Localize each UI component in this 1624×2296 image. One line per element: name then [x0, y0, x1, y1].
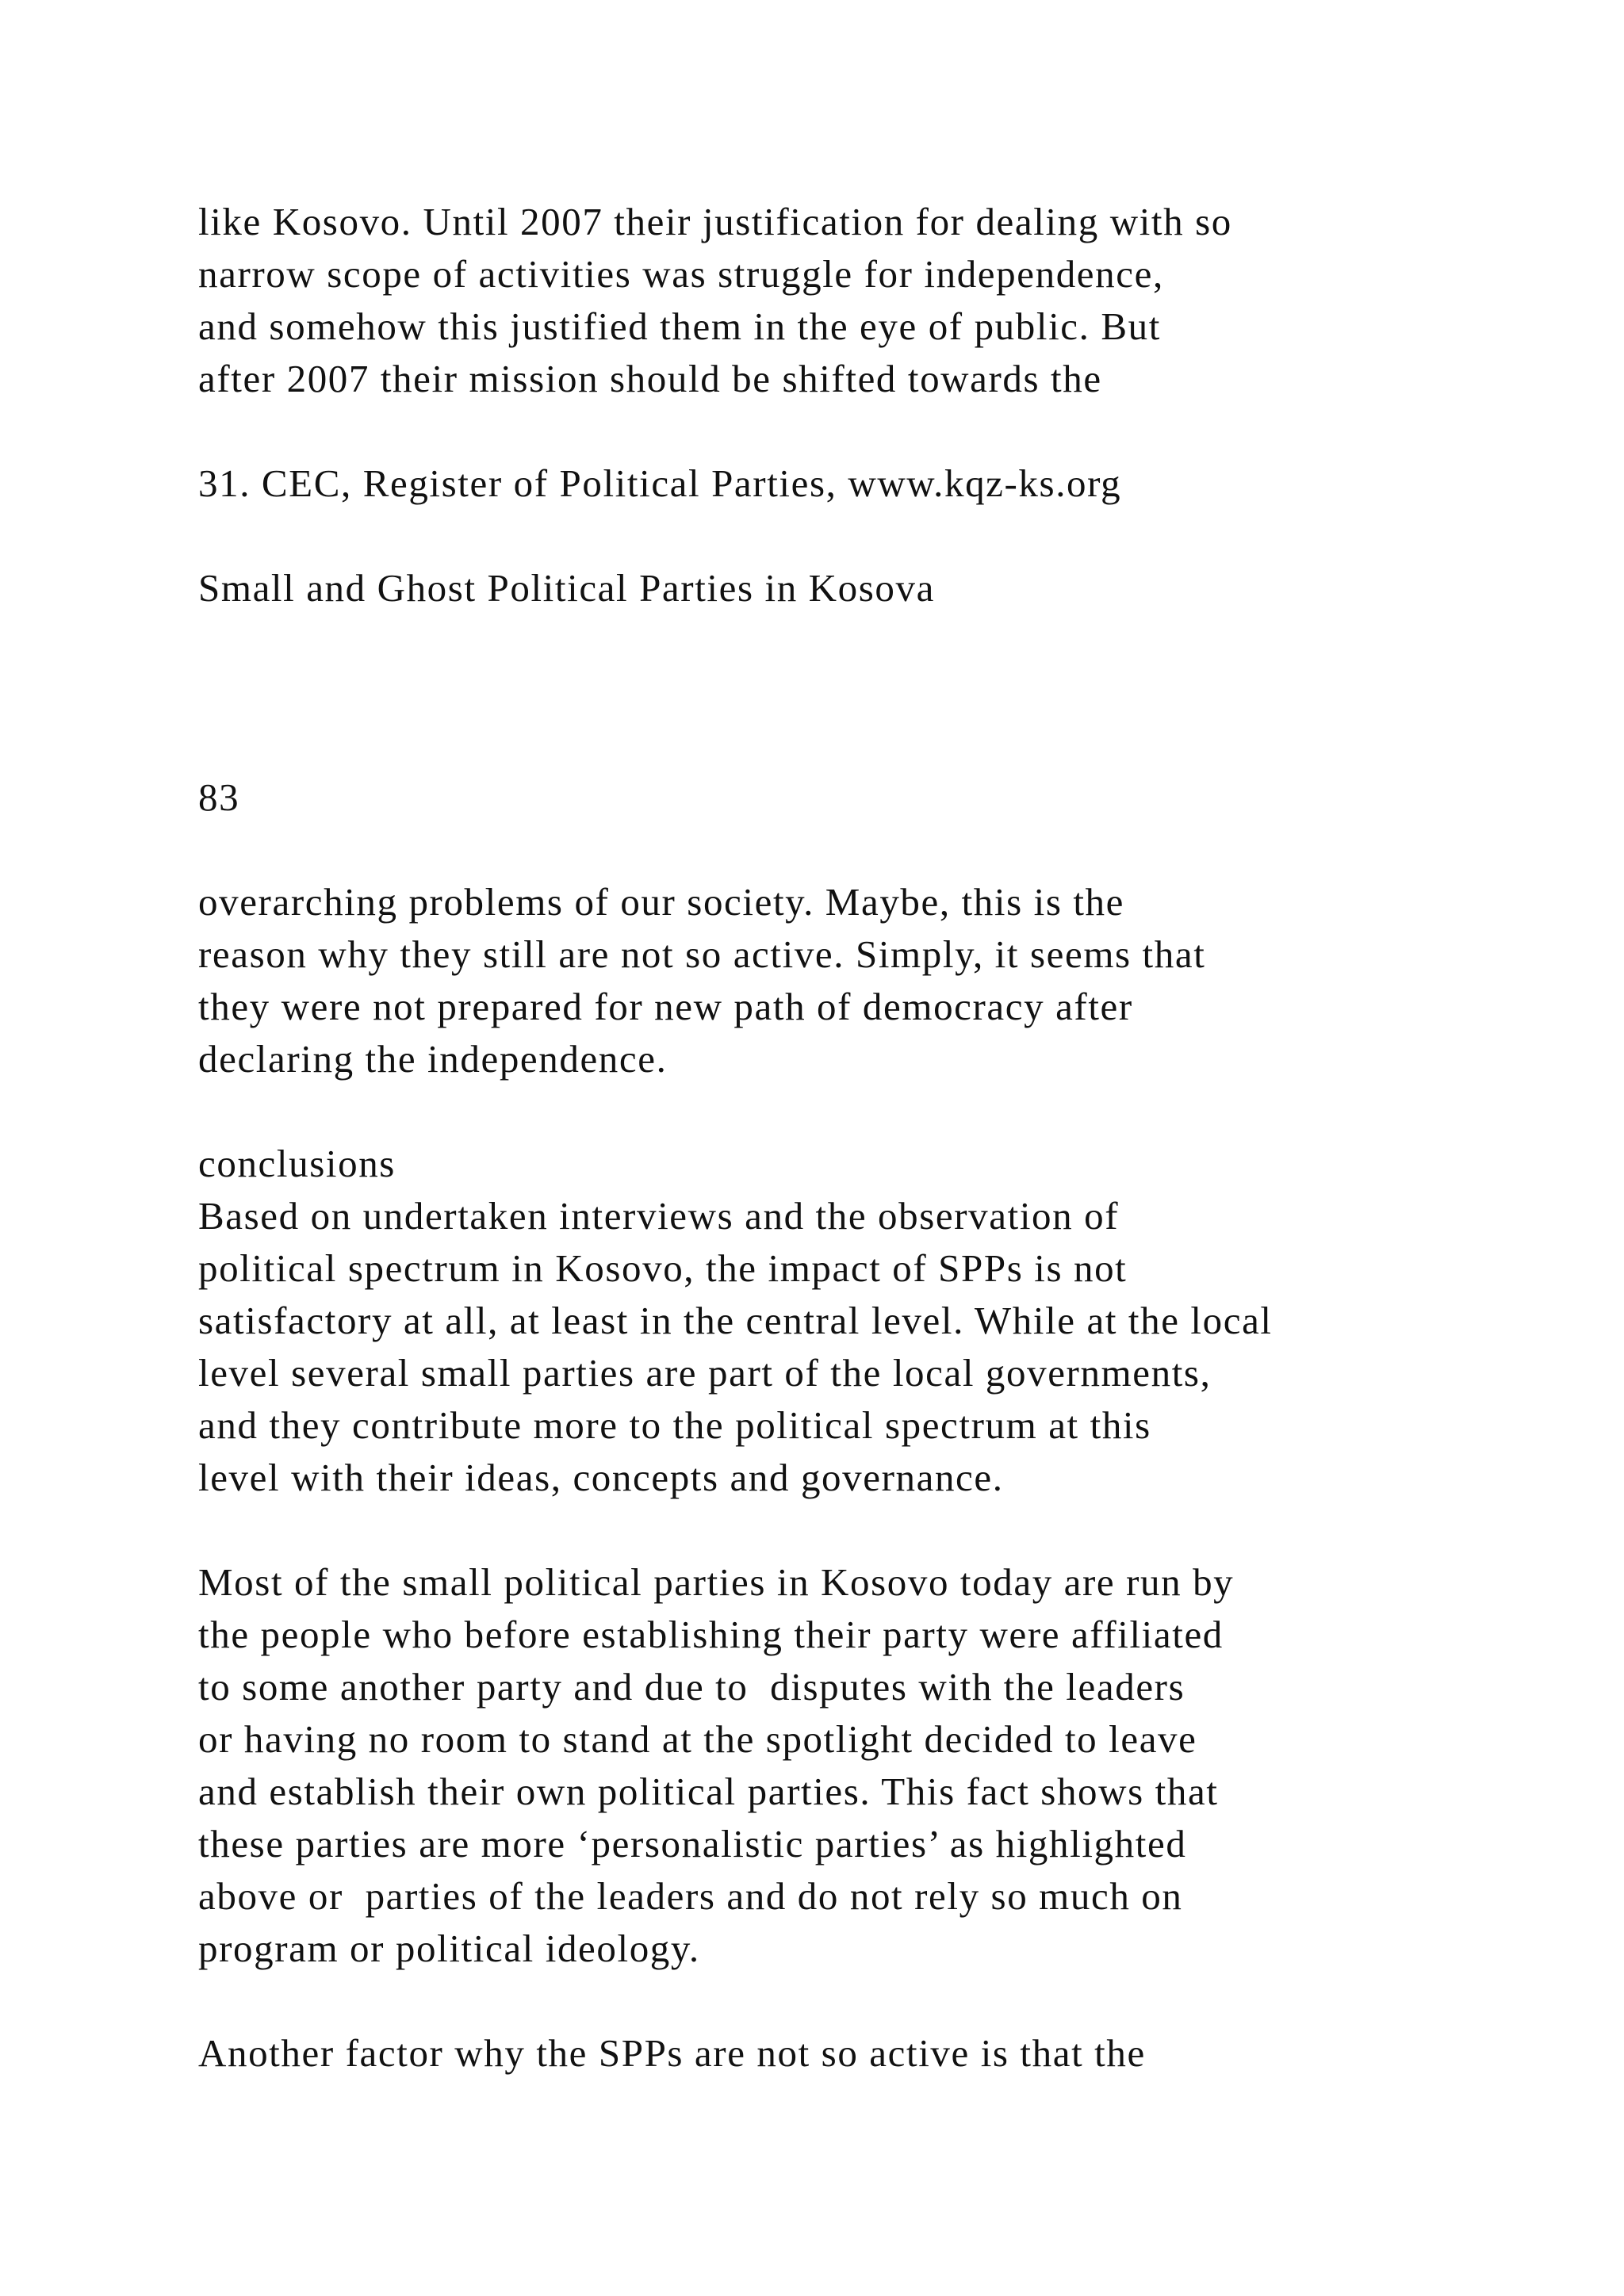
text-line: level with their ideas, concepts and governance.	[198, 1456, 1004, 1499]
spacer	[198, 1085, 1546, 1138]
paragraph	[198, 1556, 1546, 1975]
text-line: program or political ideology.	[198, 1927, 700, 1970]
text-line: overarching problems of our society. Maybe, this is the	[198, 880, 1125, 924]
paragraph	[198, 2027, 1546, 2080]
text-line: to some another party and due to disputes with the leaders	[198, 1665, 1185, 1709]
text-line: declaring the independence.	[198, 1037, 668, 1081]
spacer	[198, 1504, 1546, 1556]
spacer	[198, 719, 1546, 771]
spacer	[198, 667, 1546, 719]
text-line: they were not prepared for new path of democracy after	[198, 985, 1133, 1028]
paragraph	[198, 876, 1546, 1085]
running-header: Small and Ghost Political Parties in Kosova	[198, 566, 935, 610]
text-line: Most of the small political parties in Kosovo today are run by	[198, 1560, 1235, 1604]
spacer	[198, 614, 1546, 667]
page-number: 83	[198, 775, 240, 819]
text-line: narrow scope of activities was struggle for independence,	[198, 252, 1164, 296]
text-line: Another factor why the SPPs are not so active is that the	[198, 2031, 1146, 2075]
text-line: these parties are more ‘personalistic parties’ as highlighted	[198, 1822, 1187, 1866]
footnote: 31. CEC, Register of Political Parties, www.kqz-ks.org	[198, 461, 1122, 505]
spacer	[198, 1975, 1546, 2027]
text-line: like Kosovo. Until 2007 their justification for dealing with so	[198, 200, 1232, 243]
section-heading: conclusions	[198, 1142, 396, 1185]
text-line: or having no room to stand at the spotlight decided to leave	[198, 1717, 1197, 1761]
spacer	[198, 824, 1546, 876]
paragraph	[198, 196, 1546, 405]
text-line: and they contribute more to the political spectrum at this	[198, 1403, 1151, 1447]
text-line: satisfactory at all, at least in the central level. While at the local	[198, 1299, 1273, 1342]
text-line: and establish their own political parties. This fact shows that	[198, 1770, 1219, 1813]
spacer	[198, 510, 1546, 562]
paragraph	[198, 1190, 1546, 1504]
spacer	[198, 405, 1546, 457]
text-line: political spectrum in Kosovo, the impact of SPPs is not	[198, 1246, 1128, 1290]
text-line: reason why they still are not so active. Simply, it seems that	[198, 932, 1206, 976]
text-line: above or parties of the leaders and do not rely so much on	[198, 1874, 1183, 1918]
text-line: Based on undertaken interviews and the observation of	[198, 1194, 1120, 1238]
text-line: level several small parties are part of the local governments,	[198, 1351, 1212, 1395]
document-text	[198, 196, 1546, 2080]
text-line: and somehow this justified them in the eye of public. But	[198, 304, 1161, 348]
text-line: after 2007 their mission should be shifted towards the	[198, 357, 1102, 400]
text-line: the people who before establishing their party were affiliated	[198, 1613, 1224, 1656]
